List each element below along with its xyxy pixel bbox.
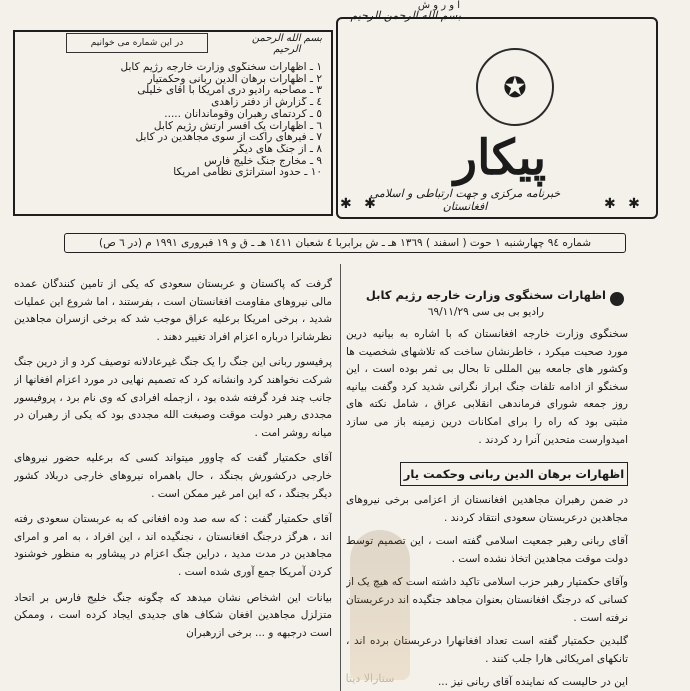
corner-mark: ا و ر و ش bbox=[417, 0, 460, 11]
emblem-icon: ✪ bbox=[476, 48, 554, 126]
left-column bbox=[14, 276, 332, 691]
section1-title: اظهارات سخنگوی وزارت خارجه رژیم کابل bbox=[365, 288, 606, 302]
contents-bismillah: بسم الله الرحمن الرحیم bbox=[251, 33, 323, 55]
masthead-subtitle: خبرنامه مرکزی و جهت ارتباطی و اسلامی افغانستان bbox=[369, 187, 561, 213]
watermark-text: ستارالا دیتا bbox=[345, 672, 395, 685]
watermark-icon bbox=[350, 530, 410, 680]
contents-item: ٣ ـ مصاحبه رادیو دری امریکا با آقای خلیلی bbox=[137, 85, 322, 97]
contents-item: ٩ ـ مخارج جنگ خلیج فارس bbox=[204, 155, 322, 167]
contents-list bbox=[22, 62, 322, 212]
contents-item: ٧ ـ فیرهای راکت از سوی مجاهدین در کابل bbox=[135, 132, 322, 144]
paragraph: گلبدین حکمتیار گفته است تعداد افغانهارا درعربستان برده اند ، تانکهای امریکائی هارا جلب کنند . bbox=[346, 635, 628, 665]
stars-decoration-right: ✱ ✱ bbox=[604, 196, 644, 212]
issue-line: شماره ٩٤ چهارشنبه ١ حوت ( اسفند ) ١٣٦٩ هـ ـ ش برابربا ٤ شعبان ١٤١١ هـ ـ ق و ١٩ فبروری ١٩٩١ م (در ٦ ص) bbox=[64, 233, 626, 253]
contents-item: ٤ ـ گزارش از دفتر زاهدی bbox=[211, 97, 322, 109]
masthead-bismillah: بسم الله الرحمن الرحيم bbox=[350, 9, 461, 22]
contents-item: ١٠ ـ حدود استراتژی نظامی آمریکا bbox=[173, 167, 322, 179]
section2-title: اظهارات برهان الدین ربانی وحکمت یار bbox=[400, 462, 628, 486]
paragraph: آقای حکمتیار گفت : که سه صد وده افغانی که به عربستان سعودی رفته اند ، هرگز درجنگ افغانستان ، نجنگیده اند ، این افراد ، به امر و امرای مجاهدین در مدت مدید ، دراین جنگ اعزام در پیشاور به منظور خوشنود کردن آمریکا جمع آوری شده است . bbox=[14, 513, 332, 578]
contents-item: ٥ ـ کردتمای رهبران وقوماندانان ..... bbox=[164, 108, 322, 120]
masthead-title: پیکار bbox=[453, 130, 547, 186]
paragraph: آقای حکمتیار گفت که چاوور میتواند کسی که برعلیه حضور نیروهای خارجی درکشورش بجنگد ، حال باهمراه نیروهای خارجی دربلاد کشور دیگر بجنگد ، که این امر غیر ممکن است . bbox=[14, 452, 332, 500]
column-divider bbox=[340, 264, 341, 691]
stars-decoration-left: ✱ ✱ bbox=[340, 196, 380, 212]
contents-item: ٨ ـ از جنگ های دیگر bbox=[233, 143, 322, 155]
section1-source: رادیو بی بی سی ٦٩/١١/٢٩ bbox=[427, 306, 544, 318]
paragraph: این در حالیست که نماینده آقای ربانی نیز ... bbox=[437, 676, 628, 689]
paragraph: گرفت که پاکستان و عربستان سعودی که یکی از تامین کنندگان عمده مالی نیروهای مقاومت افغانستان است ، بفرستند ، اما شروع این عملیات شدید ، برخی امریکا برعلیه عراق موجب شد که برخی ازسران مجاهدین نظرشانرا درباره اعزام افراد تغییر دهند . bbox=[14, 278, 332, 343]
section-bullet-icon bbox=[610, 292, 624, 306]
contents-item: ٢ ـ اظهارات برهان الدین ربانی وحکمتیار bbox=[147, 73, 322, 85]
contents-header: در این شماره می خوانیم bbox=[66, 33, 208, 53]
section1-body: سخنگوی وزارت خارجه افغانستان که با اشاره به بیانیه درین مورد صحبت میکرد ، خاطرنشان ساخت که تلاشهای شخصیت ها وکشور های جامعه بین المللی تا بحال بی ثمر بوده است ، این سخنگو از ادامه تلفات جنگ ابراز نگرانی شدید کرد وگفت بیانیه روز جمعه شورای فرماندهی انقلابی عراق ، شامل نکته های مثبتی بود که راه را برای امکانات درین زمینه باز می سازد امیدوارست متحدین آنرا رد کردند . bbox=[346, 328, 628, 446]
contents-item: ١ ـ اظهارات سخنگوی وزارت خارجه رژیم کابل bbox=[120, 62, 322, 73]
paragraph: آقای ربانی رهبر جمعیت اسلامی گفته است ، این تصمیم توسط دولت موقت مجاهدین اتخاذ نشده است . bbox=[346, 535, 628, 565]
paragraph: وآقای حکمتیار رهبر حزب اسلامی تاکید داشته است که هیچ یک از کسانی که درجنگ افغانستان بعنوان مجاهد جنگیده اند درعربستان نرفته است . bbox=[346, 576, 628, 624]
contents-item: ٦ ـ اظهارات یک افسر ارتش رژیم کابل bbox=[153, 120, 322, 132]
paragraph: پرفیسور ربانی این جنگ را یک جنگ غیرعادلانه توصیف کرد و از درین جنگ شرکت نخواهند کرد وانشانه کرد که تصمیم نهایی در مورد اعزام افغانها از جانب چند فرد گرفته شده بود ، ازجمله افرادی که وی نام برد ، پروفیسور مجددی رهبر دولت موقت وصبغت الله مجددی بود که یکی از رهبران در میانه روشر امت . bbox=[14, 356, 332, 439]
paragraph: در ضمن رهبران مجاهدین افغانستان از اعزامی برخی نیروهای مجاهدین درعربستان سعودی انتقاد کردند . bbox=[346, 494, 628, 524]
paragraph: بیانات این اشخاص نشان میدهد که چگونه جنگ خلیج فارس بر اتحاد متزلزل مجاهدین افغان شکاف های جدیدی ایجاد کرده است ، وممکن است درجبهه و ... برخی ازرهبران bbox=[14, 591, 332, 639]
